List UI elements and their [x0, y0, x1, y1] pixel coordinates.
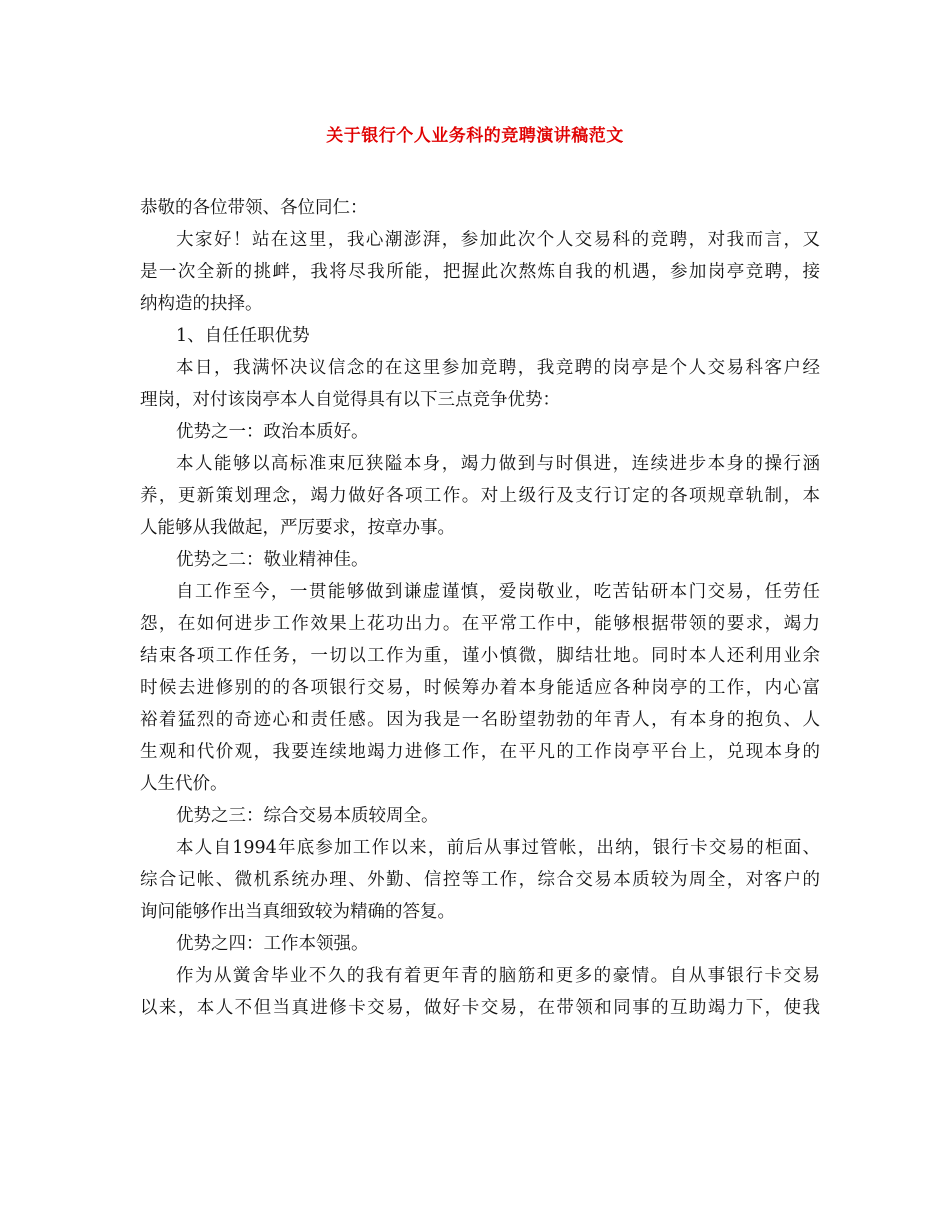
section-heading: 1、自任任职优势 — [176, 326, 310, 346]
paragraph-line: 结束各项工作任务，一切以工作为重，谨小慎微，脚结壮地。同时本人还利用业余 — [140, 646, 820, 666]
paragraph-line: 养，更新策划理念，竭力做好各项工作。对上级行及支行订定的各项规章轨制，本 — [140, 486, 820, 506]
paragraph-line: 理岗，对付该岗亭本人自觉得具有以下三点竞争优势： — [140, 390, 560, 410]
advantage-heading: 优势之三：综合交易本质较周全。 — [176, 806, 439, 826]
paragraph-line: 纳构造的抉择。 — [140, 294, 263, 314]
paragraph-line: 人生代价。 — [140, 774, 228, 794]
paragraph-line: 综合记帐、微机系统办理、外勤、信控等工作，综合交易本质较为周全，对客户的 — [140, 870, 820, 890]
paragraph-line: 以来，本人不但当真进修卡交易，做好卡交易，在带领和同事的互助竭力下，使我 — [140, 998, 820, 1018]
paragraph-line: 时候去进修别的的各项银行交易，时候筹办着本身能适应各种岗亭的工作，内心富 — [140, 678, 820, 698]
paragraph-line: 怨，在如何进步工作效果上花功出力。在平常工作中，能够根据带领的要求，竭力 — [140, 614, 820, 634]
paragraph-line: 作为从黉舍毕业不久的我有着更年青的脑筋和更多的豪情。自从事银行卡交易 — [176, 966, 820, 986]
paragraph-line: 裕着猛烈的奇迹心和责任感。因为我是一名盼望勃勃的年青人，有本身的抱负、人 — [140, 710, 820, 730]
paragraph-line: 自工作至今，一贯能够做到谦虚谨慎，爱岗敬业，吃苦钻研本门交易，任劳任 — [176, 582, 820, 602]
paragraph-line: 本人能够以高标准束厄狭隘本身，竭力做到与时俱进，连续进步本身的操行涵 — [176, 454, 820, 474]
paragraph-line: 本人自1994年底参加工作以来，前后从事过管帐，出纳，银行卡交易的柜面、 — [176, 838, 820, 858]
paragraph-line: 本日，我满怀决议信念的在这里参加竞聘，我竞聘的岗亭是个人交易科客户经 — [176, 358, 820, 378]
paragraph-line: 大家好！站在这里，我心潮澎湃，参加此次个人交易科的竞聘，对我而言，又 — [176, 230, 820, 250]
paragraph-line: 人能够从我做起，严厉要求，按章办事。 — [140, 518, 455, 538]
advantage-heading: 优势之四：工作本领强。 — [176, 934, 369, 954]
salutation-line: 恭敬的各位带领、各位同仁： — [140, 198, 368, 218]
advantage-heading: 优势之一：政治本质好。 — [176, 422, 369, 442]
paragraph-line: 生观和代价观，我要连续地竭力进修工作，在平凡的工作岗亭平台上，兑现本身的 — [140, 742, 820, 762]
document-body — [140, 192, 820, 1024]
paragraph-line: 询问能够作出当真细致较为精确的答复。 — [140, 902, 455, 922]
paragraph-line: 是一次全新的挑衅，我将尽我所能，把握此次熬炼自我的机遇，参加岗亭竞聘，接 — [140, 262, 820, 282]
advantage-heading: 优势之二：敬业精神佳。 — [176, 550, 369, 570]
document-title: 关于银行个人业务科的竞聘演讲稿范文 — [326, 126, 624, 146]
